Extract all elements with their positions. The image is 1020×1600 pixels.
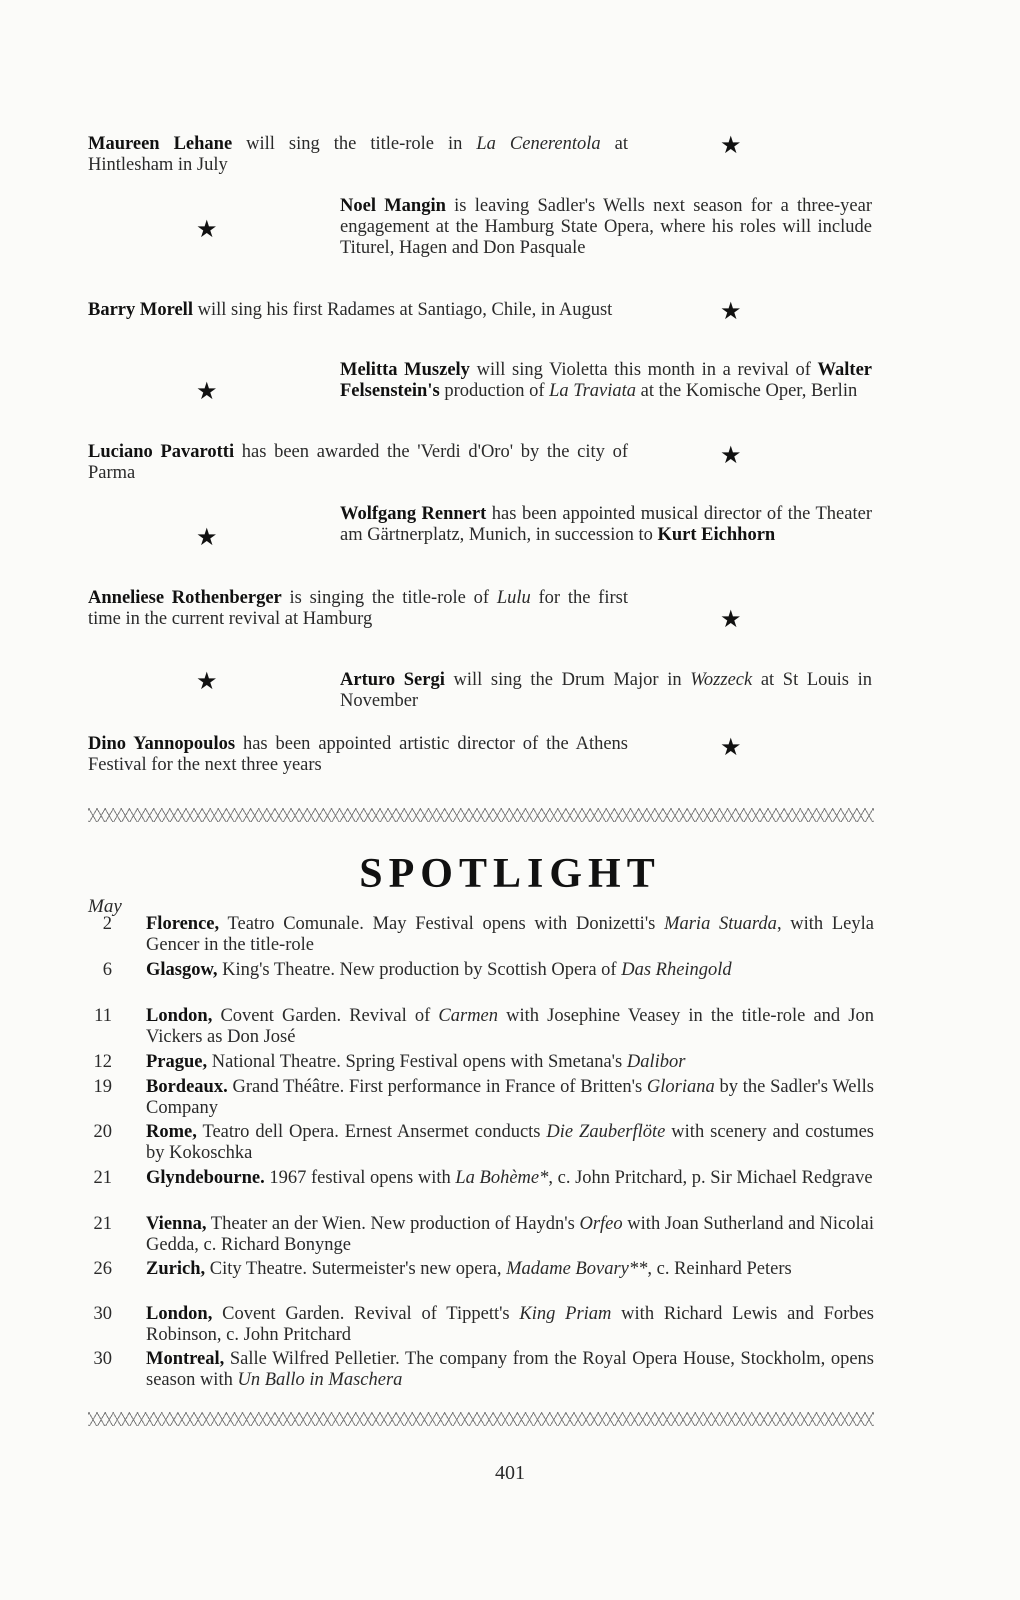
ornamental-divider: [88, 1412, 874, 1426]
entry-date: 21: [93, 1214, 112, 1234]
month-label: May: [88, 896, 122, 917]
announcement-sergi: Arturo Sergi will sing the Drum Major in Wozzeck at St Louis in November: [340, 670, 873, 711]
entry-date: 12: [93, 1052, 112, 1072]
page-number: 401: [495, 1462, 525, 1484]
entry-date: 21: [93, 1168, 112, 1188]
star-icon: ★: [720, 299, 742, 325]
star-icon: ★: [720, 133, 742, 159]
star-icon: ★: [720, 735, 742, 761]
star-icon: ★: [196, 669, 218, 695]
section-title: SPOTLIGHT: [359, 851, 661, 897]
announcement-yannopoulos: Dino Yannopoulos has been appointed artistic director of the Athens Festival for the next three years: [88, 734, 628, 775]
star-icon: ★: [720, 607, 742, 633]
entry-date: 2: [102, 914, 112, 934]
announcement-morell: Barry Morell will sing his first Radames at Santiago, Chile, in August: [88, 300, 613, 320]
star-icon: ★: [196, 525, 218, 551]
entry-date: 30: [93, 1349, 112, 1369]
entry-date: 11: [94, 1006, 112, 1026]
announcement-rothenberger: Anneliese Rothenberger is singing the title-role of Lulu for the first time in the current revival at Hamburg: [88, 588, 628, 629]
entry-date: 20: [93, 1122, 112, 1142]
entry-date: 19: [93, 1077, 112, 1097]
entry-date: 30: [93, 1304, 112, 1324]
announcement-lehane: Maureen Lehane will sing the title-role in La Cenerentola at Hintlesham in July: [88, 134, 629, 175]
announcement-muszely: Melitta Muszely will sing Violetta this month in a revival of Walter Felsenstein's production of La Traviata at the Komische Oper, Berlin: [340, 360, 872, 401]
announcement-mangin: Noel Mangin is leaving Sadler's Wells next season for a three-year engagement at the Hamburg State Opera, where his roles will include Titurel, Hagen and Don Pasquale: [340, 196, 873, 258]
star-icon: ★: [196, 379, 218, 405]
document-page: Maureen Lehane will sing the title-role in La Cenerentola at Hintlesham in July ★ ★ Noel Mangin is leaving Sadler's Wells next season for a three-year engagement at the Hamburg State Opera, where his roles will include Titurel, Hagen and Don Pasquale Barry Morell will sing his first Radames at Santiago, Chile, in August ★ ★ Melitta Muszely will sing Violetta this month in a revival of Walter Felsenstein's production of La Traviata at the Komische Oper, Berlin Luciano Pavarotti has been awarded the 'Verdi d'Oro' by the city of Parma ★ ★ Wolfgang Rennert has been appointed musical director of the Theater am Gärtnerplatz, Munich, in succession to Kurt Eichhorn Anneliese Rothenberger is singing the title-role of Lulu for the first time in the current revival at Hamburg ★ ★ Arturo Sergi will sing the Drum Major in Wozzeck at St Louis in November Dino Yannopoulos has been appointed artistic director of the Athens Festival for the next three years ★ SPOTLIGHT May 2 Florence, Teatro Comunale. May Festival opens with Donizetti's Maria Stuarda, with Leyla Gencer in the title-role 6 Glasgow, King's Theatre. New production by Scottish Opera of Das Rheingold 11 London, Covent Garden. Revival of Carmen with Josephine Veasey in the title-role and Jon Vickers as Don José 12 Prague, National Theatre. Spring Festival opens with Smetana's Dalibor 19 Bordeaux. Grand Théâtre. First performance in France of Britten's Gloriana by the Sadler's Wells Company 20 Rome, Teatro dell Opera. Ernest Ansermet conducts Die Zauberflöte with scenery and costumes by Kokoschka 21 Glyndebourne. 1967 festival opens with La Bohème*, c. John Pritchard, p. Sir Michael Redgrave 21 Vienna, Theater an der Wien. New production of Haydn's Orfeo with Joan Sutherland and Nicolai Gedda, c. Richard Bonynge 26 Zurich, City Theatre. Sutermeister's new opera, Madame Bovary**, c. Reinhard Peters 30 London, Covent Garden. Revival of Tippett's King Priam with Richard Lewis and Forbes Robinson, c. John Pritchard 30 Montreal, Salle Wilfred Pelletier. The company from the Royal Opera House, Stockholm, opens season with Un Ballo in Maschera 401: [0, 0, 1020, 1600]
announcement-rennert: Wolfgang Rennert has been appointed musical director of the Theater am Gärtnerplatz, Munich, in succession to Kurt Eichhorn: [340, 504, 872, 545]
star-icon: ★: [720, 443, 742, 469]
ornamental-divider: [88, 808, 874, 822]
entry-date: 6: [102, 960, 112, 980]
announcement-pavarotti: Luciano Pavarotti has been awarded the 'Verdi d'Oro' by the city of Parma: [88, 442, 628, 483]
star-icon: ★: [196, 217, 218, 243]
entry-date: 26: [93, 1259, 112, 1279]
